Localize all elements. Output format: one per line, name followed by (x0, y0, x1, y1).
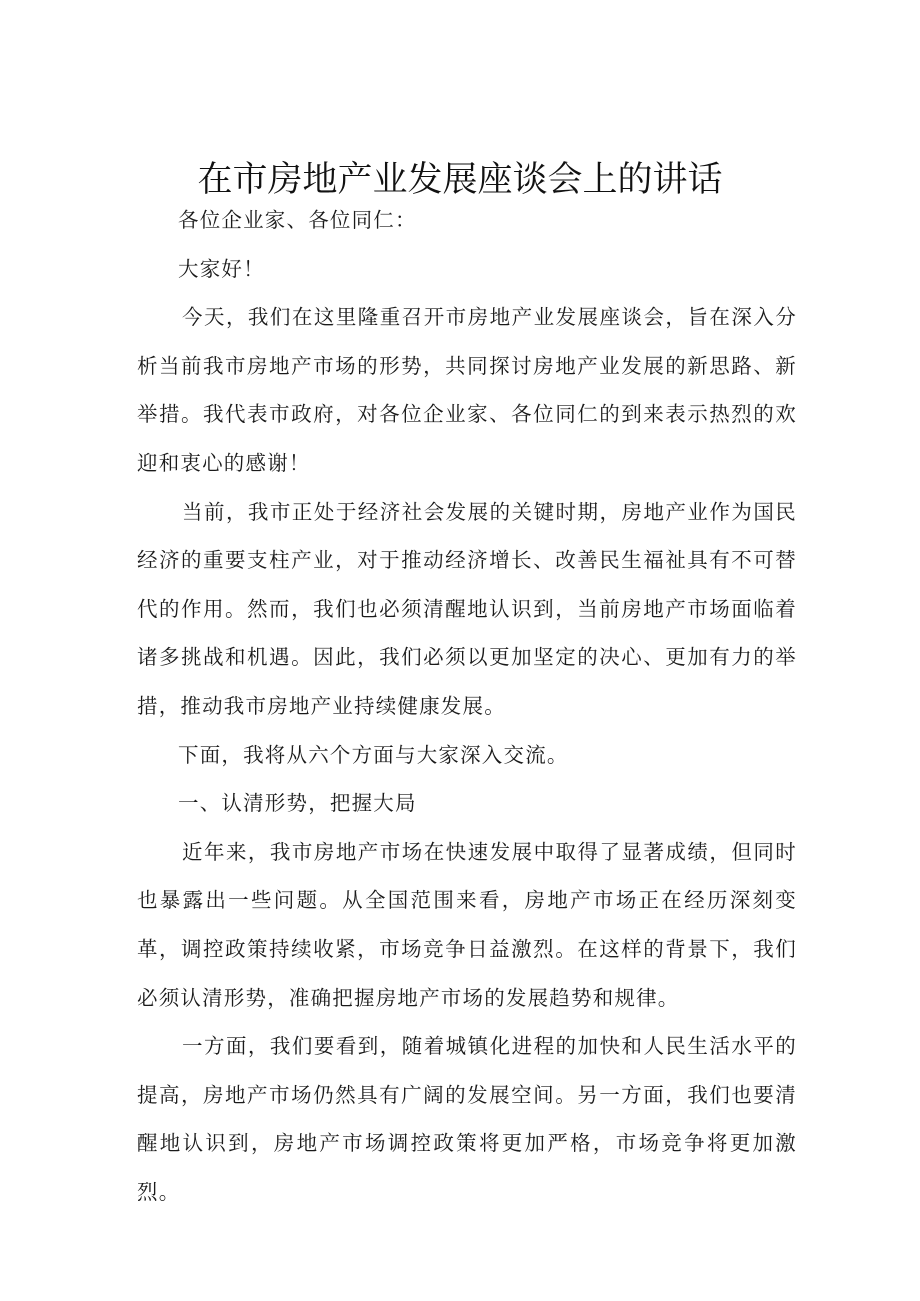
paragraph-recent-years: 近年来，我市房地产市场在快速发展中取得了显著成绩，但同时也暴露出一些问题。从全国范围来看，房地产市场正在经历深刻变革，调控政策持续收紧，市场竞争日益激烈。在这样的背景下，我们必须认清形势，准确把握房地产市场的发展趋势和规律。 (137, 839, 797, 1010)
document-title: 在市房地产业发展座谈会上的讲话 (197, 160, 723, 200)
paragraph-agenda: 下面，我将从六个方面与大家深入交流。 (178, 742, 569, 767)
document-body (137, 196, 797, 1216)
paragraph-opening: 今天，我们在这里隆重召开市房地产业发展座谈会，旨在深入分析当前我市房地产市场的形势，共同探讨房地产业发展的新思路、新举措。我代表市政府，对各位企业家、各位同仁的到来表示热烈的欢迎和衷心的感谢！ (137, 305, 797, 475)
section-heading-1: 一、认清形势，把握大局 (178, 791, 417, 816)
greeting: 大家好！ (178, 256, 265, 281)
paragraph-current-situation: 当前，我市正处于经济社会发展的关键时期，房地产业作为国民经济的重要支柱产业，对于推动经济增长、改善民生福祉具有不可替代的作用。然而，我们也必须清醒地认识到，当前房地产市场面临着诸多挑战和机遇。因此，我们必须以更加坚定的决心、更加有力的举措，推动我市房地产业持续健康发展。 (137, 499, 797, 718)
paragraph-two-aspects: 一方面，我们要看到，随着城镇化进程的加快和人民生活水平的提高，房地产市场仍然具有广阔的发展空间。另一方面，我们也要清醒地认识到，房地产市场调控政策将更加严格，市场竞争将更加激烈。 (137, 1034, 797, 1204)
salutation: 各位企业家、各位同仁： (178, 208, 417, 232)
